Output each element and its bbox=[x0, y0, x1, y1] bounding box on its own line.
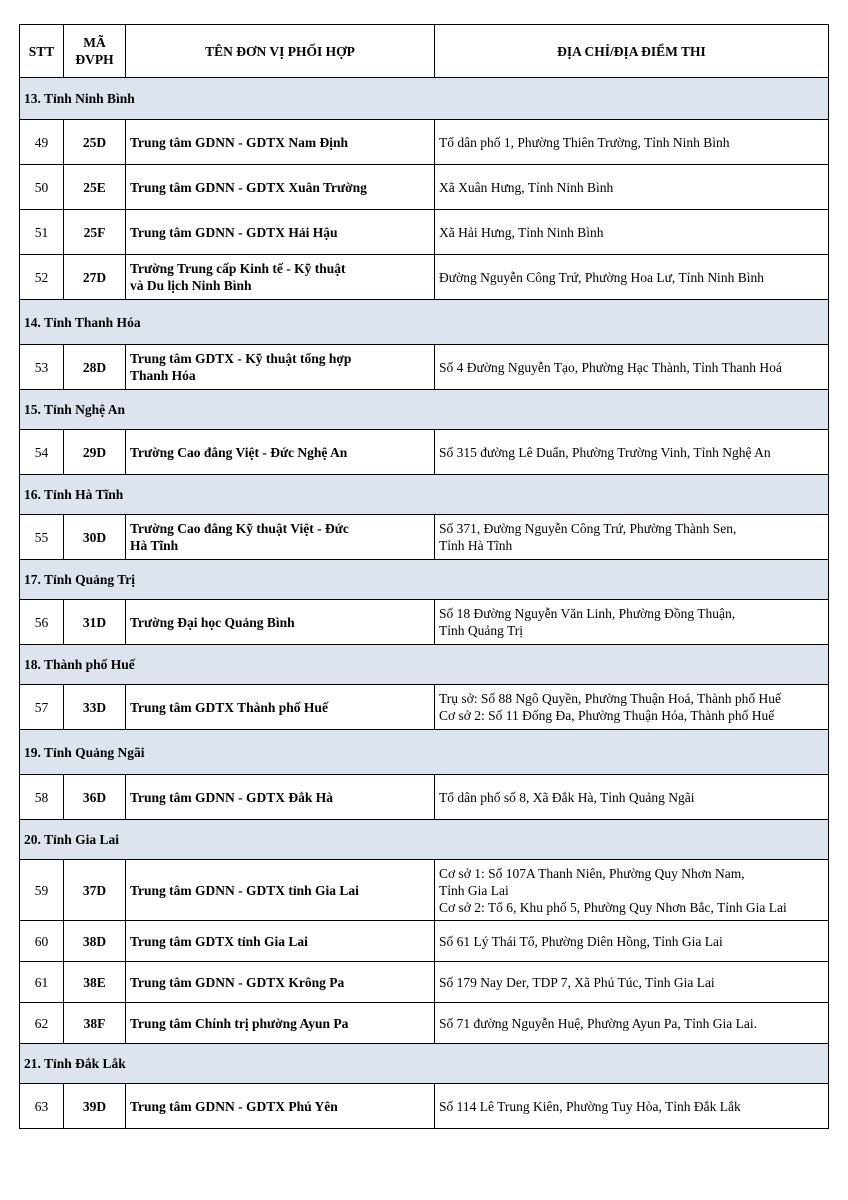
section-row bbox=[20, 78, 829, 120]
cell-code: 31D bbox=[64, 600, 126, 645]
cell-unit-name bbox=[126, 515, 435, 560]
section-row bbox=[20, 560, 829, 600]
unit-name-line: Trường Cao đẳng Kỹ thuật Việt - Đức bbox=[130, 521, 349, 536]
table-row bbox=[20, 860, 829, 921]
address-line: Số 371, Đường Nguyễn Công Trứ, Phường Thành Sen, bbox=[439, 521, 737, 536]
table-row bbox=[20, 962, 829, 1003]
table-row bbox=[20, 1003, 829, 1044]
section-title: 16. Tỉnh Hà Tĩnh bbox=[20, 475, 829, 515]
cell-stt: 53 bbox=[20, 345, 64, 390]
table-row bbox=[20, 1084, 829, 1129]
cell-code: 29D bbox=[64, 430, 126, 475]
cell-address bbox=[435, 255, 829, 300]
cell-code: 38E bbox=[64, 962, 126, 1003]
section-row bbox=[20, 1044, 829, 1084]
section-title: 15. Tỉnh Nghệ An bbox=[20, 390, 829, 430]
cell-code: 36D bbox=[64, 775, 126, 820]
cell-unit-name bbox=[126, 600, 435, 645]
cell-code: 39D bbox=[64, 1084, 126, 1129]
unit-name-line: và Du lịch Ninh Bình bbox=[130, 278, 252, 293]
table-row bbox=[20, 921, 829, 962]
table-body bbox=[20, 78, 829, 1129]
cell-address bbox=[435, 921, 829, 962]
section-row bbox=[20, 645, 829, 685]
cell-stt: 59 bbox=[20, 860, 64, 921]
address-line: Xã Hải Hưng, Tỉnh Ninh Bình bbox=[439, 224, 604, 240]
cell-stt: 60 bbox=[20, 921, 64, 962]
section-title: 20. Tỉnh Gia Lai bbox=[20, 820, 829, 860]
unit-name-line: Trung tâm GDNN - GDTX Hải Hậu bbox=[130, 224, 338, 240]
cell-code: 25F bbox=[64, 210, 126, 255]
cell-unit-name bbox=[126, 345, 435, 390]
table-row bbox=[20, 345, 829, 390]
header-stt: STT bbox=[20, 25, 64, 78]
address-line: Tỉnh Hà Tĩnh bbox=[439, 538, 513, 553]
cell-address bbox=[435, 430, 829, 475]
unit-name-line: Trung tâm GDNN - GDTX Xuân Trường bbox=[130, 179, 367, 195]
address-line: Tỉnh Quảng Trị bbox=[439, 623, 524, 638]
cell-code: 30D bbox=[64, 515, 126, 560]
cell-code: 25D bbox=[64, 120, 126, 165]
header-code-line1: MÃ bbox=[83, 35, 106, 50]
section-title: 19. Tỉnh Quảng Ngãi bbox=[20, 730, 829, 775]
unit-name-line: Trung tâm GDNN - GDTX Phú Yên bbox=[130, 1098, 338, 1114]
address-line: Đường Nguyễn Công Trứ, Phường Hoa Lư, Tỉnh Ninh Bình bbox=[439, 269, 764, 285]
unit-name-line: Trung tâm GDTX Thành phố Huế bbox=[130, 699, 328, 715]
unit-name-line: Hà Tĩnh bbox=[130, 538, 179, 553]
address-line: Tổ dân phố 1, Phường Thiên Trường, Tỉnh Ninh Bình bbox=[439, 134, 730, 150]
exam-location-table bbox=[19, 24, 829, 1129]
cell-address bbox=[435, 345, 829, 390]
unit-name-line: Trung tâm GDNN - GDTX tỉnh Gia Lai bbox=[130, 882, 359, 898]
address-line: Số 179 Nay Der, TDP 7, Xã Phú Túc, Tỉnh Gia Lai bbox=[439, 974, 715, 990]
section-title: 17. Tỉnh Quảng Trị bbox=[20, 560, 829, 600]
cell-unit-name bbox=[126, 775, 435, 820]
unit-name-line: Trung tâm GDNN - GDTX Krông Pa bbox=[130, 974, 345, 990]
table-row bbox=[20, 515, 829, 560]
cell-code: 38D bbox=[64, 921, 126, 962]
section-row bbox=[20, 820, 829, 860]
cell-unit-name bbox=[126, 255, 435, 300]
header-code bbox=[64, 25, 126, 78]
table-row bbox=[20, 430, 829, 475]
table-row bbox=[20, 120, 829, 165]
unit-name-line: Trung tâm GDTX tỉnh Gia Lai bbox=[130, 933, 308, 949]
cell-stt: 52 bbox=[20, 255, 64, 300]
address-line: Số 61 Lý Thái Tổ, Phường Diên Hồng, Tỉnh Gia Lai bbox=[439, 933, 723, 949]
address-line: Cơ sở 2: Tổ 6, Khu phố 5, Phường Quy Nhơn Bắc, Tỉnh Gia Lai bbox=[439, 899, 787, 915]
cell-stt: 62 bbox=[20, 1003, 64, 1044]
address-line: Số 71 đường Nguyễn Huệ, Phường Ayun Pa, Tỉnh Gia Lai. bbox=[439, 1015, 758, 1031]
cell-address bbox=[435, 1084, 829, 1129]
cell-unit-name bbox=[126, 210, 435, 255]
cell-address bbox=[435, 120, 829, 165]
unit-name-line: Trường Đại học Quảng Bình bbox=[130, 614, 295, 630]
cell-address bbox=[435, 860, 829, 921]
cell-unit-name bbox=[126, 430, 435, 475]
cell-stt: 51 bbox=[20, 210, 64, 255]
address-line: Tỉnh Gia Lai bbox=[439, 882, 509, 898]
table-row bbox=[20, 255, 829, 300]
section-title: 13. Tỉnh Ninh Bình bbox=[20, 78, 829, 120]
cell-stt: 49 bbox=[20, 120, 64, 165]
cell-unit-name bbox=[126, 685, 435, 730]
unit-name-line: Thanh Hóa bbox=[130, 368, 196, 383]
table-row bbox=[20, 165, 829, 210]
cell-stt: 58 bbox=[20, 775, 64, 820]
cell-address bbox=[435, 685, 829, 730]
unit-name-line: Trường Trung cấp Kinh tế - Kỹ thuật bbox=[130, 261, 346, 276]
section-row bbox=[20, 730, 829, 775]
cell-address bbox=[435, 165, 829, 210]
cell-code: 38F bbox=[64, 1003, 126, 1044]
section-row bbox=[20, 390, 829, 430]
section-title: 21. Tỉnh Đắk Lắk bbox=[20, 1044, 829, 1084]
address-line: Xã Xuân Hưng, Tỉnh Ninh Bình bbox=[439, 179, 614, 195]
cell-unit-name bbox=[126, 120, 435, 165]
cell-unit-name bbox=[126, 962, 435, 1003]
address-line: Trụ sở: Số 88 Ngô Quyền, Phường Thuận Hoá, Thành phố Huế bbox=[439, 691, 781, 706]
cell-stt: 63 bbox=[20, 1084, 64, 1129]
cell-unit-name bbox=[126, 1003, 435, 1044]
cell-stt: 57 bbox=[20, 685, 64, 730]
cell-code: 25E bbox=[64, 165, 126, 210]
address-line: Cơ sở 1: Số 107A Thanh Niên, Phường Quy Nhơn Nam, bbox=[439, 865, 745, 881]
cell-address bbox=[435, 210, 829, 255]
address-line: Cơ sở 2: Số 11 Đống Đa, Phường Thuận Hóa, Thành phố Huế bbox=[439, 708, 775, 723]
cell-stt: 56 bbox=[20, 600, 64, 645]
cell-code: 27D bbox=[64, 255, 126, 300]
table-row bbox=[20, 775, 829, 820]
header-unit-name: TÊN ĐƠN VỊ PHỐI HỢP bbox=[126, 25, 435, 78]
unit-name-line: Trung tâm GDNN - GDTX Nam Định bbox=[130, 134, 349, 150]
cell-address bbox=[435, 775, 829, 820]
table-row bbox=[20, 600, 829, 645]
address-line: Số 4 Đường Nguyễn Tạo, Phường Hạc Thành, Tỉnh Thanh Hoá bbox=[439, 359, 782, 375]
cell-stt: 55 bbox=[20, 515, 64, 560]
cell-code: 33D bbox=[64, 685, 126, 730]
table-header-row bbox=[20, 25, 829, 78]
header-code-line2: ĐVPH bbox=[75, 52, 114, 67]
cell-address bbox=[435, 1003, 829, 1044]
cell-code: 28D bbox=[64, 345, 126, 390]
address-line: Số 315 đường Lê Duẩn, Phường Trường Vinh, Tỉnh Nghệ An bbox=[439, 444, 771, 460]
section-title: 14. Tỉnh Thanh Hóa bbox=[20, 300, 829, 345]
cell-unit-name bbox=[126, 860, 435, 921]
cell-code: 37D bbox=[64, 860, 126, 921]
unit-name-line: Trường Cao đẳng Việt - Đức Nghệ An bbox=[130, 444, 348, 460]
table-row bbox=[20, 685, 829, 730]
cell-stt: 54 bbox=[20, 430, 64, 475]
address-line: Số 114 Lê Trung Kiên, Phường Tuy Hòa, Tỉnh Đắk Lắk bbox=[439, 1098, 741, 1114]
header-address: ĐỊA CHỈ/ĐỊA ĐIỂM THI bbox=[435, 25, 829, 78]
section-title: 18. Thành phố Huế bbox=[20, 645, 829, 685]
unit-name-line: Trung tâm Chính trị phường Ayun Pa bbox=[130, 1015, 349, 1031]
section-row bbox=[20, 300, 829, 345]
table-row bbox=[20, 210, 829, 255]
cell-address bbox=[435, 600, 829, 645]
cell-unit-name bbox=[126, 1084, 435, 1129]
unit-name-line: Trung tâm GDNN - GDTX Đắk Hà bbox=[130, 789, 334, 805]
cell-stt: 61 bbox=[20, 962, 64, 1003]
cell-address bbox=[435, 515, 829, 560]
cell-stt: 50 bbox=[20, 165, 64, 210]
address-line: Tổ dân phố số 8, Xã Đắk Hà, Tỉnh Quảng Ngãi bbox=[439, 789, 695, 805]
section-row bbox=[20, 475, 829, 515]
cell-unit-name bbox=[126, 921, 435, 962]
unit-name-line: Trung tâm GDTX - Kỹ thuật tổng hợp bbox=[130, 351, 352, 366]
cell-unit-name bbox=[126, 165, 435, 210]
cell-address bbox=[435, 962, 829, 1003]
address-line: Số 18 Đường Nguyễn Văn Linh, Phường Đồng Thuận, bbox=[439, 606, 736, 621]
